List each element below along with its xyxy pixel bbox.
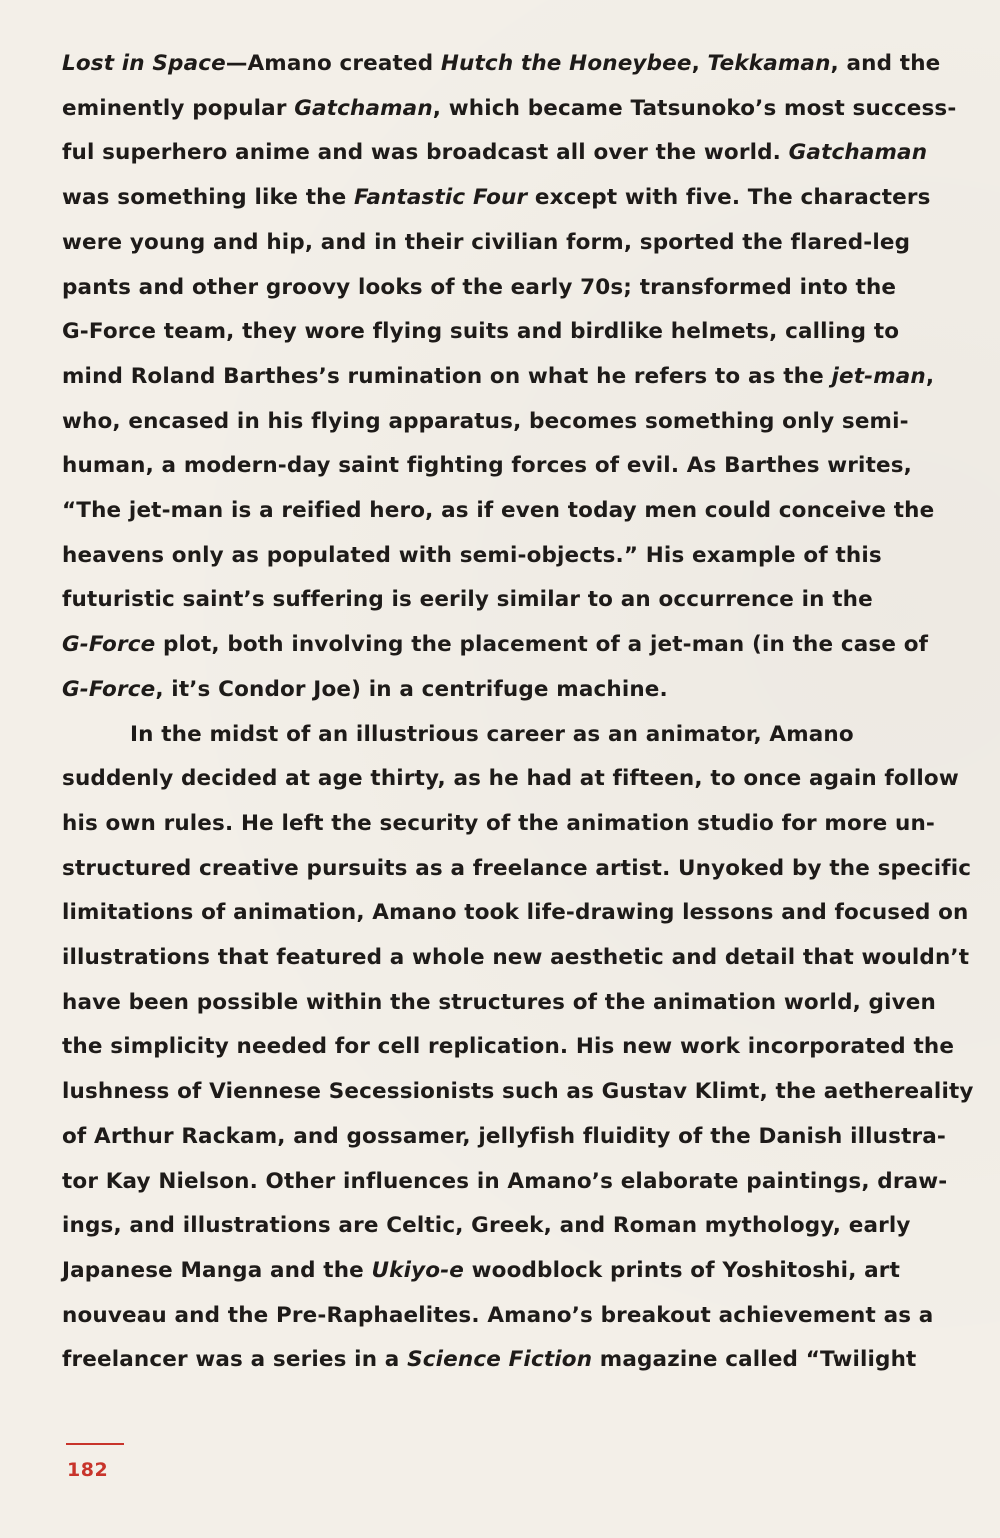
text-run: “The jet-man is a reified hero, as if even today men could conceive the [62,498,935,524]
text-line [62,42,952,87]
italic-title: Ukiyo-e [371,1257,465,1283]
text-run: except with five. The characters [527,185,931,211]
text-line [62,400,952,445]
text-line [62,936,970,981]
text-line [62,847,972,892]
text-line [62,981,952,1026]
text-line [62,1294,952,1339]
text-line [62,578,952,623]
italic-title: Fantastic Four [353,185,528,211]
body-text [62,42,974,1383]
folio-rule [66,1443,124,1445]
text-run: heavens only as populated with semi-objects.” His example of this [62,542,882,568]
text-line [62,131,952,176]
italic-title: Hutch the Honeybee [440,51,692,76]
text-line [62,757,959,802]
text-run: —Amano created [225,51,441,76]
text-run: nouveau and the Pre-Raphaelites. Amano’s breakout achievement as a [62,1302,934,1328]
italic-title: Lost in Space [62,51,226,76]
text-run: were young and hip, and in their civilian form, sported the flared-leg [62,229,911,255]
text-run: illustrations that featured a whole new aesthetic and detail that wouldn’t [62,945,970,971]
text-line [62,891,969,936]
text-run: lushness of Viennese Secessionists such as Gustav Klimt, the aethereality [62,1079,974,1105]
text-line [62,1025,955,1070]
text-run: his own rules. He left the security of the animation studio for more un- [62,810,936,836]
text-line [62,266,952,311]
text-line [62,1070,974,1115]
text-run: futuristic saint’s suffering is eerily similar to an occurrence in the [62,587,873,613]
text-line [62,489,952,534]
text-run: the simplicity needed for cell replication. His new work incorporated the [62,1034,955,1060]
text-line [62,176,952,221]
text-run: human, a modern-day saint fighting forces of evil. As Barthes writes, [62,453,912,479]
text-run: ful superhero anime and was broadcast all over the world. [62,140,789,166]
text-line [62,310,952,355]
text-run: In the midst of an illustrious career as an animator, Amano [130,721,854,747]
text-run: structured creative pursuits as a freelance artist. Unyoked by the specific [62,855,972,881]
text-run: , and the [830,51,941,76]
italic-title: Gatchaman [788,140,928,166]
text-run: plot, both involving the placement of a jet-man (in the case of [155,632,929,658]
text-run: who, encased in his flying apparatus, becomes something only semi- [62,408,909,434]
text-run: limitations of animation, Amano took life-drawing lessons and focused on [62,900,969,926]
italic-title: jet-man [831,363,926,389]
italic-title: G-Force [62,632,156,658]
text-run: have been possible within the structures of the animation world, given [62,989,936,1015]
page-number: 182 [67,1459,109,1481]
italic-title: G-Force [62,676,156,702]
text-run: , which became Tatsunoko’s most success- [432,95,957,121]
text-line [62,1204,952,1249]
text-run: Japanese Manga and the [62,1257,372,1283]
text-line [62,534,952,579]
text-run: mind Roland Barthes’s rumination on what he refers to as the [62,363,832,389]
text-line [62,221,952,266]
text-line [62,623,952,668]
text-line [62,444,952,489]
text-run: , [691,51,708,76]
text-run: of Arthur Rackam, and gossamer, jellyfish fluidity of the Danish illustra- [62,1123,946,1149]
text-run: , it’s Condor Joe) in a centrifuge machine. [155,676,668,702]
text-line [62,1338,952,1383]
text-run: freelancer was a series in a [62,1347,408,1373]
text-run: eminently popular [62,95,295,121]
text-run: magazine called “Twilight [592,1347,917,1373]
text-run: ings, and illustrations are Celtic, Greek, and Roman mythology, early [62,1213,911,1239]
text-run: suddenly decided at age thirty, as he had at fifteen, to once again follow [62,766,959,792]
text-run: tor Kay Nielson. Other influences in Amano’s elaborate paintings, draw- [62,1168,948,1194]
text-line [62,87,957,132]
text-run: pants and other groovy looks of the early 70s; transformed into the [62,274,897,300]
text-line [62,1115,952,1160]
text-run: was something like the [62,185,354,211]
italic-title: Tekkaman [707,51,831,76]
text-run: woodblock prints of Yoshitoshi, art [464,1257,900,1283]
text-line [62,1160,952,1205]
text-run: G-Force team, they wore flying suits and birdlike helmets, calling to [62,319,900,345]
text-line [62,355,952,400]
italic-title: Science Fiction [407,1347,593,1373]
text-run: , [925,363,935,389]
text-line [62,713,952,758]
text-line [62,1249,952,1294]
text-line [62,668,952,713]
text-line [62,802,952,847]
italic-title: Gatchaman [294,95,433,121]
